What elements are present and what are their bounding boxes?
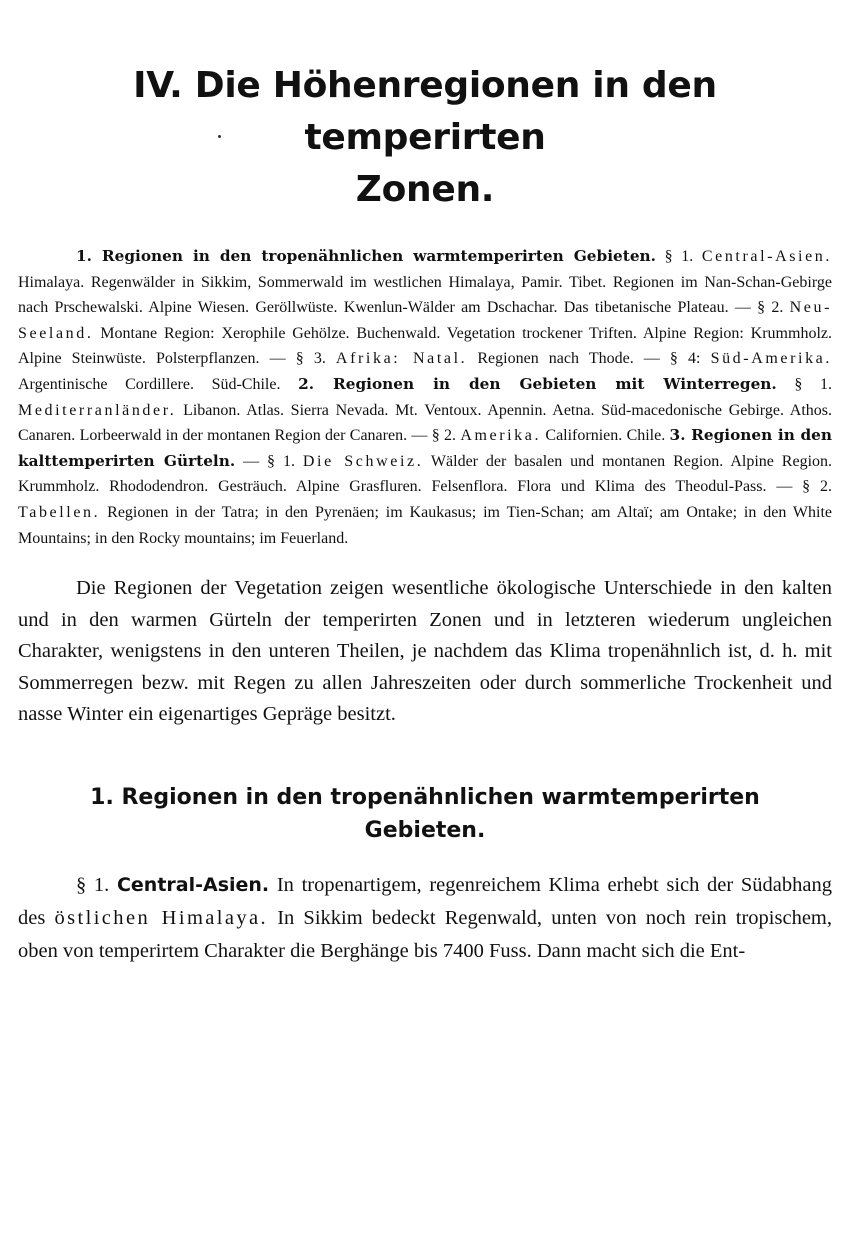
- summary-section2-head: 2. Regionen in den Gebieten mit Winterregen.: [298, 374, 777, 393]
- chapter-title: [18, 0, 832, 216]
- section-heading-line2: Gebieten.: [364, 817, 486, 843]
- paragraph-text: In Sikkim bedeckt Regenwald, unten von noch rein tropischem, oben von temperirtem Charakter die Berghänge bis 7400 Fuss. Dann macht sich die Ent-: [18, 906, 832, 962]
- summary-region: Die Schweiz.: [302, 452, 424, 470]
- summary-text: § 1.: [776, 375, 833, 393]
- summary-region: Neu-Seeland.: [18, 299, 832, 342]
- summary-text: Regionen nach Thode. — § 4:: [467, 350, 711, 368]
- summary-text: Regionen in der Tatra; in den Pyrenäen; im Kaukasus; im Tien-Schan; am Altaï; am Ontake; in den White Mountains; in den Rocky mountains; im Feuerland.: [18, 503, 832, 547]
- intro-paragraph: Die Regionen der Vegetation zeigen wesentliche ökologische Unterschiede in den kalten und in den warmen Gürteln der temperirten Zonen und in letzteren wiederum ungleichen Charakter, wenigstens in den unteren Theilen, je nachdem das Klima tropenähnlich ist, d. h. mit Sommerregen bezw. mit Regen zu allen Jahreszeiten oder durch sommerliche Trockenheit und nasse Winter ein eigenartiges Gepräge besitzt.: [18, 577, 832, 726]
- summary-text: — § 1.: [235, 452, 303, 470]
- summary-region: Süd-Amerika.: [710, 350, 832, 368]
- chapter-title-line1: IV. Die Höhenregionen in den temperirten: [133, 65, 717, 158]
- summary-text: Libanon. Atlas. Sierra Nevada. Mt. Ventoux. Apennin. Aetna. Süd-macedonische Gebirge. Athos. Canaren. Lorbeerwald in der montanen Region der Canaren. — § 2.: [18, 401, 832, 445]
- book-page: [18, 0, 832, 968]
- summary-region: Mediterranländer.: [18, 401, 177, 419]
- summary-region: Afrika: Natal.: [335, 350, 468, 368]
- chapter-title-line2: Zonen.: [355, 169, 495, 210]
- summary-region: Tabellen.: [18, 503, 101, 521]
- print-speck: [218, 135, 221, 138]
- section-heading: [18, 781, 832, 847]
- paragraph-spaced-term: östlichen Himalaya.: [54, 906, 269, 929]
- summary-text: Montane Region: Xerophile Gehölze. Buchenwald. Vegetation trockener Triften. Alpine Region: Krummholz. Alpine Steinwüste. Polsterpflanzen. — § 3.: [18, 324, 832, 368]
- chapter-summary: [18, 244, 832, 551]
- paragraph-text: In tropenartigem, regenreichem Klima erhebt sich der Südabhang des: [18, 873, 832, 929]
- summary-text: § 1.: [656, 248, 702, 265]
- summary-section1-head: 1. Regionen in den tropenähnlichen warmtemperirten Gebieten.: [76, 247, 657, 265]
- paragraph-head: Central-Asien.: [116, 873, 270, 896]
- section-heading-line1: 1. Regionen in den tropenähnlichen warmtemperirten: [90, 784, 760, 810]
- summary-text: Wälder der basalen und montanen Region. Alpine Region. Krummholz. Rhododendron. Gesträuch. Alpine Grasfluren. Felsenflora. Flora und Klima des Theodul-Pass. — § 2.: [18, 452, 833, 496]
- summary-section3-head: 3. Regionen in den kalttemperirten Gürteln.: [18, 426, 833, 470]
- summary-text: Argentinische Cordillere. Süd-Chile.: [18, 375, 299, 393]
- summary-region: Central-Asien.: [701, 248, 832, 265]
- paragraph-sign: § 1.: [76, 873, 117, 896]
- summary-text: Himalaya. Regenwälder in Sikkim, Sommerwald im westlichen Himalaya, Pamir. Tibet. Regionen im Nan-Schan-Gebirge nach Prschewalski. Alpine Wiesen. Geröllwüste. Kwenlun-Wälder am Dschachar. Das tibetanische Plateau. — § 2.: [18, 273, 832, 317]
- summary-region: Amerika.: [460, 427, 542, 445]
- section-paragraph: [18, 869, 832, 968]
- summary-text: Californien. Chile.: [541, 427, 670, 445]
